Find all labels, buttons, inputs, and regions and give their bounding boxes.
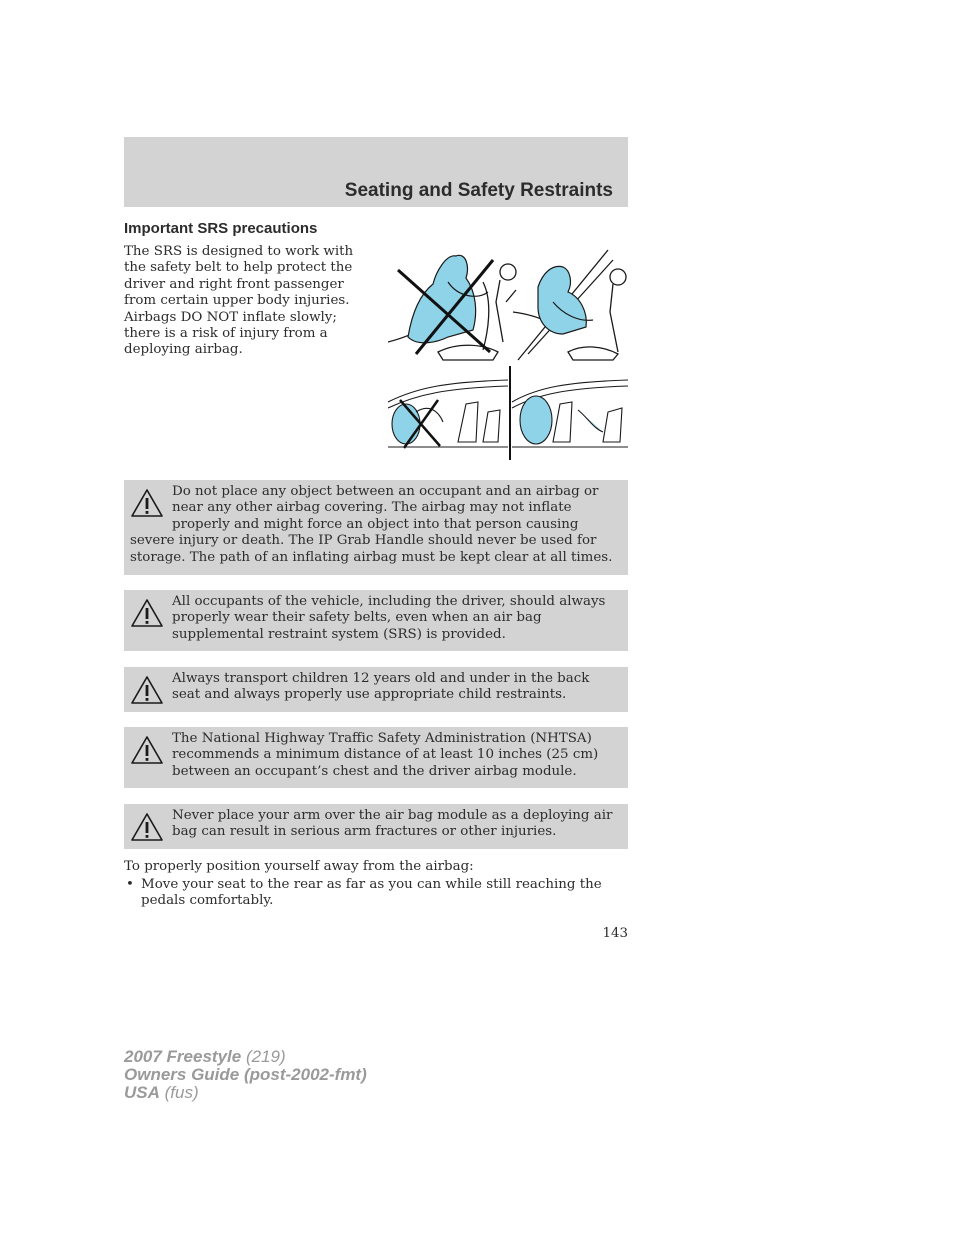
warning-box-children [124, 667, 628, 712]
intro-paragraph: The SRS is designed to work with the safety belt to help protect the driver and right front passenger from certain upper body injuries. Airbags DO NOT inflate slowly; there is a risk of injury from a deploying airbag. [124, 244, 354, 358]
footer-market-code: (fus) [164, 1083, 199, 1102]
warning-text: Do not place any object between an occupant and an airbag or near any other airbag covering. The airbag may not inflate properly and might force an object into that person causing severe injury or death. The IP Grab Handle should never be used for storage. The path of an inflating airbag must be kept clear at all times. [130, 484, 613, 565]
airbag-position-illustration [388, 242, 628, 462]
warning-triangle-icon [130, 675, 164, 705]
warning-triangle-icon [130, 812, 164, 842]
warning-text: The National Highway Traffic Safety Administration (NHTSA) recommends a minimum distance of at least 10 inches (25 cm) between an occupant’s chest and the driver airbag module. [172, 731, 599, 779]
positioning-lead: To properly position yourself away from the airbag: [124, 859, 474, 874]
warning-box-arm-placement [124, 804, 628, 849]
section-title: Seating and Safety Restraints [344, 180, 613, 201]
subsection-heading: Important SRS precautions [124, 220, 318, 237]
warning-triangle-icon [130, 598, 164, 628]
bullet-icon: • [126, 877, 134, 892]
footer-model: 2007 Freestyle [124, 1047, 242, 1066]
bullet-text: Move your seat to the rear as far as you can while still reaching the pedals comfortably. [141, 877, 602, 909]
warning-text: Never place your arm over the air bag module as a deploying air bag can result in serious arm fractures or other injuries. [172, 808, 613, 840]
list-item [124, 877, 628, 910]
document-footer [124, 1048, 367, 1102]
warning-text: Always transport children 12 years old and under in the back seat and always properly use appropriate child restraints. [172, 671, 590, 703]
warning-box-nhtsa-distance [124, 727, 628, 788]
warning-box-safety-belts [124, 590, 628, 651]
warning-box-object-placement [124, 480, 628, 575]
footer-market: USA [124, 1083, 160, 1102]
warning-text: All occupants of the vehicle, including the driver, should always properly wear their safety belts, even when an air bag supplemental restraint system (SRS) is provided. [172, 594, 606, 642]
warning-triangle-icon [130, 735, 164, 765]
section-header-band [124, 137, 628, 207]
footer-model-code: (219) [245, 1047, 286, 1066]
warning-triangle-icon [130, 488, 164, 518]
footer-guide: Owners Guide (post-2002-fmt) [124, 1065, 367, 1084]
page-number: 143 [602, 926, 628, 941]
